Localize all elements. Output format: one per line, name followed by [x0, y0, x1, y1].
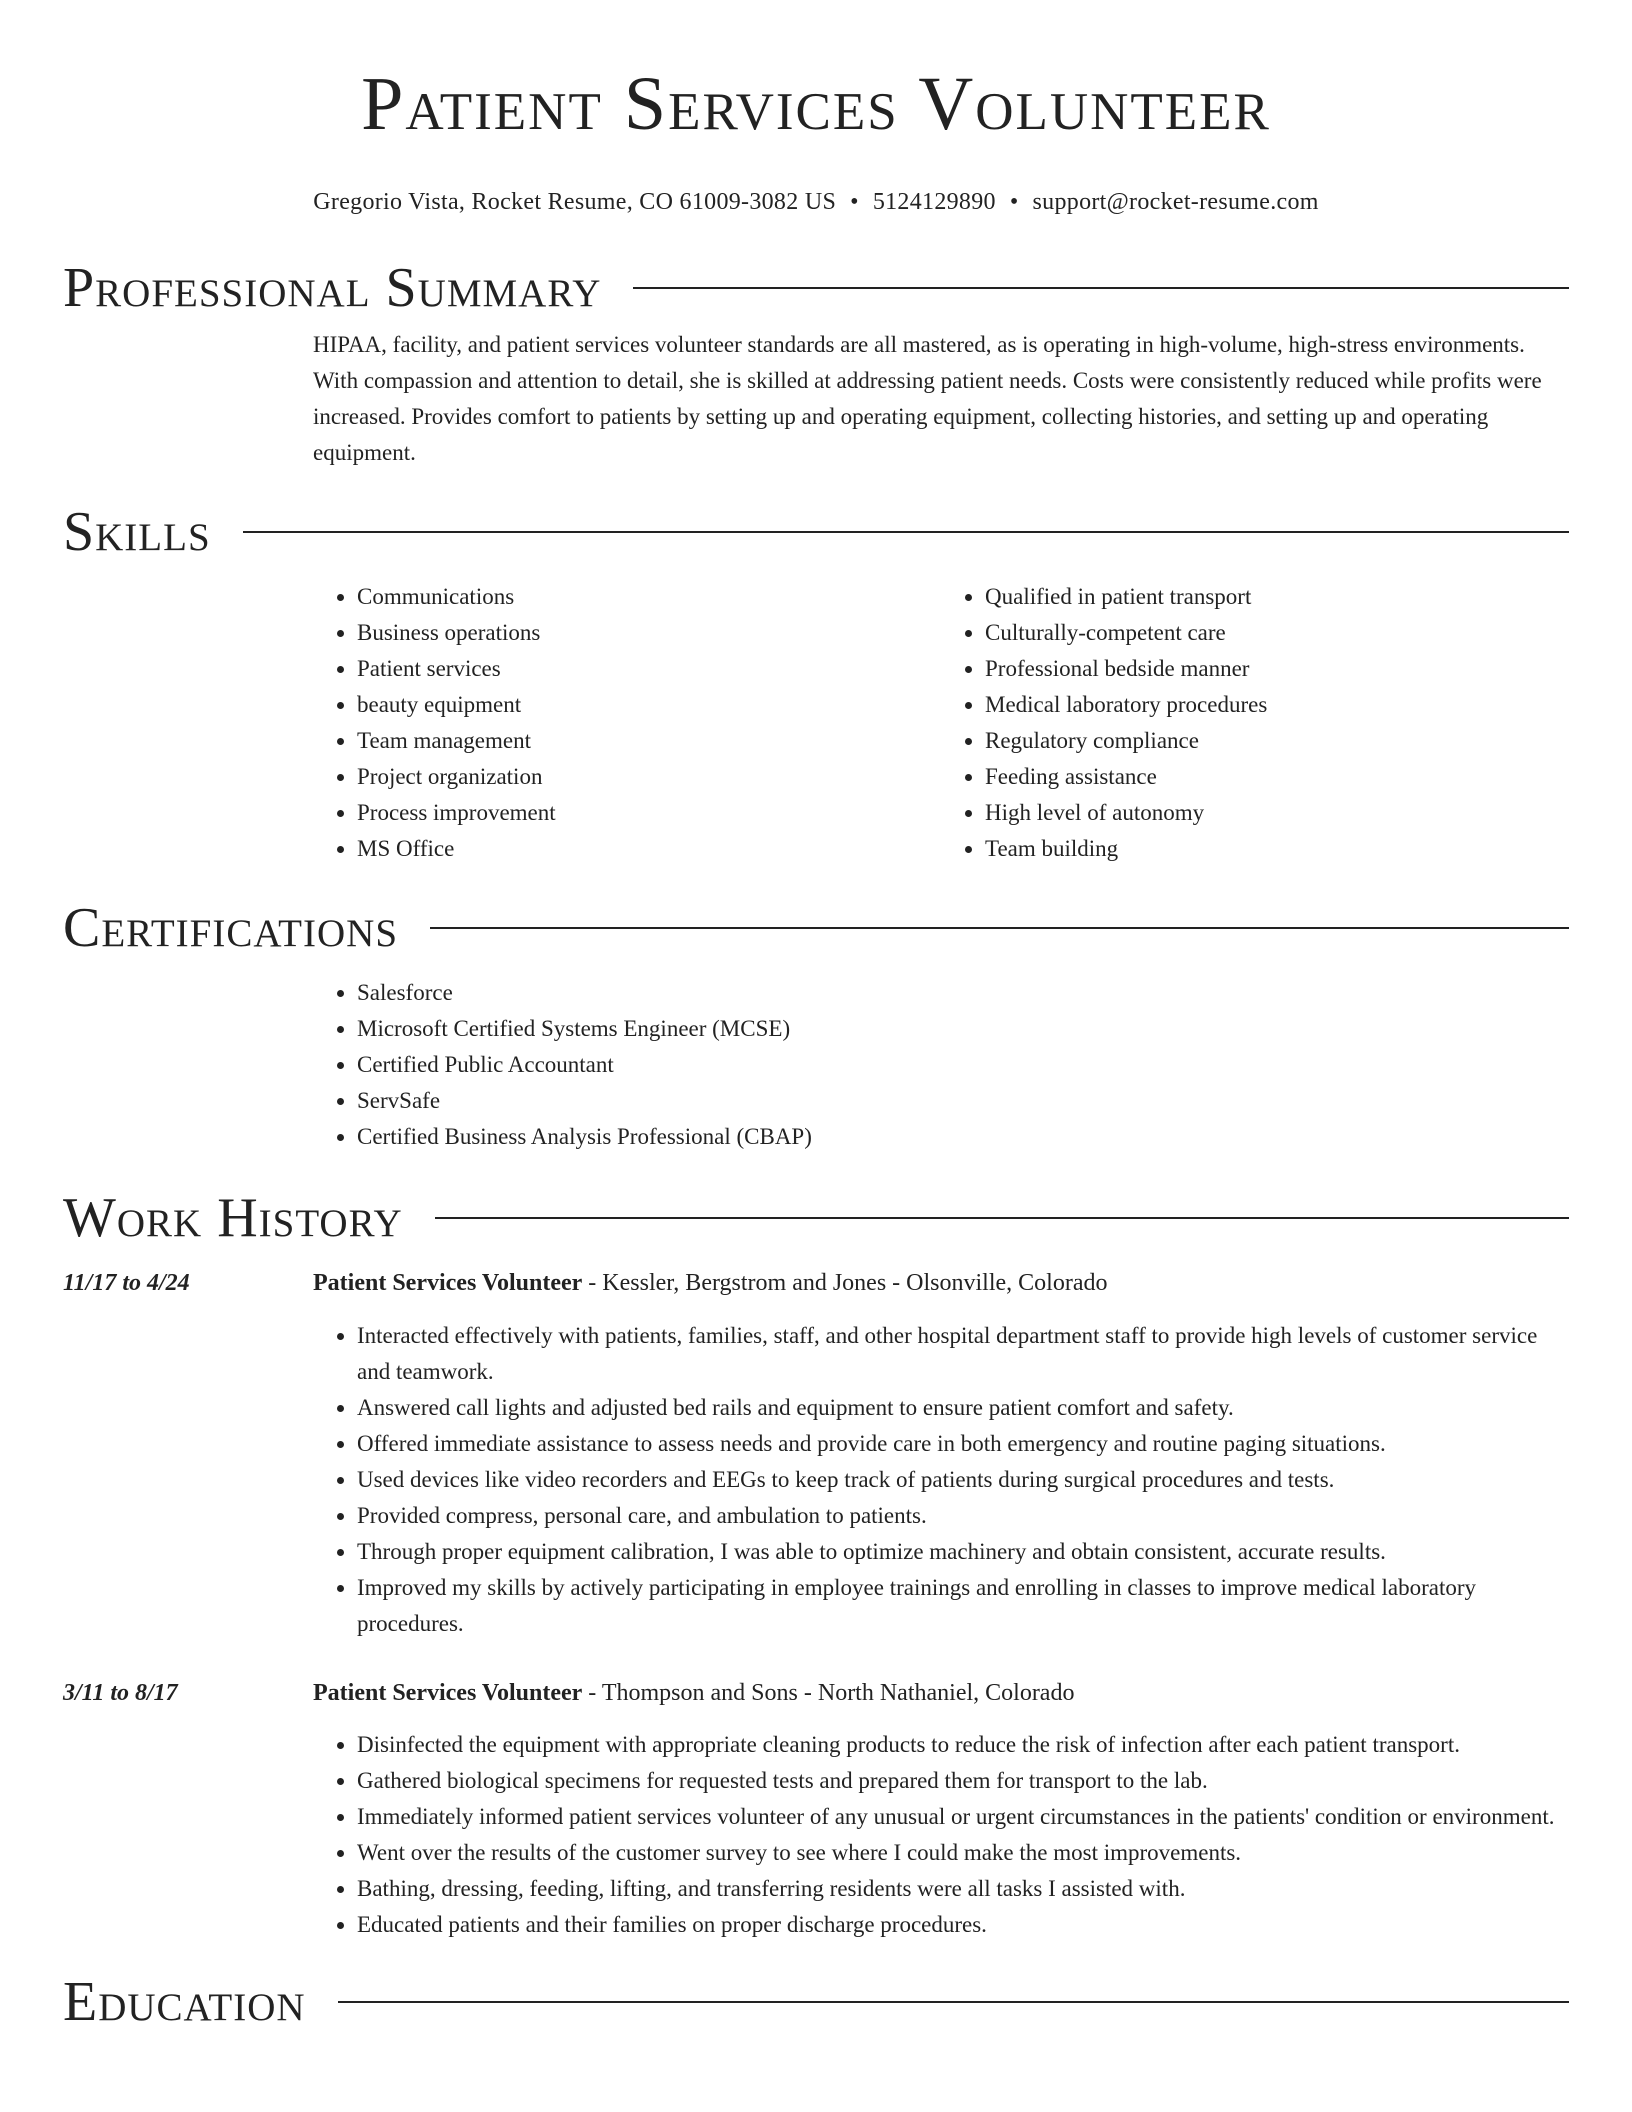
job-bullet-list: [313, 1727, 1569, 1943]
skill-item: • High level of autonomy: [985, 795, 1569, 831]
summary-heading: Professional Summary: [63, 257, 602, 319]
certification-item: • Salesforce: [357, 975, 1569, 1011]
job-bullet: • Educated patients and their families on proper discharge procedures.: [357, 1907, 1569, 1943]
job-entry: [63, 1265, 1569, 1642]
job-bullet: • Through proper equipment calibration, I was able to optimize machinery and obtain consistent, accurate results.: [357, 1534, 1569, 1570]
job-bullet: • Disinfected the equipment with appropriate cleaning products to reduce the risk of infection after each patient transport.: [357, 1727, 1569, 1763]
certification-item: • Microsoft Certified Systems Engineer (MCSE): [357, 1011, 1569, 1047]
resume-title: Patient Services Volunteer: [361, 62, 1271, 146]
job-title: Patient Services Volunteer: [313, 1680, 583, 1706]
summary-body: [313, 327, 1569, 471]
job-bullet: • Bathing, dressing, feeding, lifting, and transferring residents were all tasks I assisted with.: [357, 1871, 1569, 1907]
job-entry: [63, 1675, 1569, 1943]
contact-separator: •: [1009, 189, 1019, 215]
job-title: Patient Services Volunteer: [313, 1270, 583, 1296]
job-bullet: • Provided compress, personal care, and ambulation to patients.: [357, 1498, 1569, 1534]
skills-section-header: [63, 497, 1569, 567]
job-bullet: • Gathered biological specimens for requested tests and prepared them for transport to the lab.: [357, 1763, 1569, 1799]
job-bullet: • Went over the results of the customer survey to see where I could make the most improvements.: [357, 1835, 1569, 1871]
section-divider: [243, 531, 1569, 533]
skill-item: • Feeding assistance: [985, 759, 1569, 795]
skill-item: • beauty equipment: [357, 687, 941, 723]
skill-item: • Culturally-competent care: [985, 615, 1569, 651]
job-title-line: [313, 1265, 1107, 1301]
skill-item: • Project organization: [357, 759, 941, 795]
certification-item: • ServSafe: [357, 1083, 1569, 1119]
section-divider: [430, 927, 1569, 929]
job-bullet: • Immediately informed patient services volunteer of any unusual or urgent circumstances in the patients' condition or environment.: [357, 1799, 1569, 1835]
job-header: [63, 1265, 1569, 1301]
job-bullet: • Improved my skills by actively participating in employee trainings and enrolling in classes to improve medical laboratory procedures.: [357, 1570, 1569, 1642]
certification-item: • Certified Public Accountant: [357, 1047, 1569, 1083]
contact-email[interactable]: support@rocket-resume.com: [1032, 189, 1319, 215]
skill-item: • Business operations: [357, 615, 941, 651]
contact-separator: •: [850, 189, 859, 215]
skill-item: • Medical laboratory procedures: [985, 687, 1569, 723]
skill-item: • Patient services: [357, 651, 941, 687]
contact-line: [63, 186, 1569, 218]
summary-section-header: [63, 253, 1569, 323]
job-bullet: • Offered immediate assistance to assess needs and provide care in both emergency and routine paging situations.: [357, 1426, 1569, 1462]
certifications-body: [313, 975, 1569, 1155]
skill-item: • Professional bedside manner: [985, 651, 1569, 687]
skills-heading: Skills: [63, 501, 211, 563]
skill-item: • Communications: [357, 579, 941, 615]
section-divider: [435, 1217, 1569, 1219]
skills-list-right: [941, 579, 1569, 867]
job-bullet: • Answered call lights and adjusted bed rails and equipment to ensure patient comfort and safety.: [357, 1390, 1569, 1426]
job-header: [63, 1675, 1569, 1711]
job-dates: 11/17 to 4/24: [63, 1270, 190, 1296]
job-bullet: • Interacted effectively with patients, families, staff, and other hospital department staff to provide high levels of customer service and teamwork.: [357, 1318, 1569, 1390]
section-divider: [338, 2001, 1569, 2003]
job-employer: - Thompson and Sons - North Nathaniel, Colorado: [582, 1680, 1075, 1706]
certifications-list: [313, 975, 1569, 1155]
contact-phone: 5124129890: [872, 189, 996, 215]
skill-item: • Regulatory compliance: [985, 723, 1569, 759]
job-dates: 3/11 to 8/17: [63, 1680, 178, 1706]
skill-item: • Team management: [357, 723, 941, 759]
skills-list-left: [313, 579, 941, 867]
contact-address: Gregorio Vista, Rocket Resume, CO 61009-3082 US: [313, 189, 837, 215]
skill-item: • MS Office: [357, 831, 941, 867]
job-employer: - Kessler, Bergstrom and Jones - Olsonville, Colorado: [582, 1270, 1108, 1296]
job-bullet: • Used devices like video recorders and EEGs to keep track of patients during surgical procedures and tests.: [357, 1462, 1569, 1498]
skill-item: • Process improvement: [357, 795, 941, 831]
summary-text: HIPAA, facility, and patient services volunteer standards are all mastered, as is operating in high-volume, high-stress environments. With compassion and attention to detail, she is skilled at addressing patient needs. Costs were consistently reduced while profits were increased. Provides comfort to patients by setting up and operating equipment, collecting histories, and setting up and operating equipment.: [313, 332, 1542, 465]
work-heading: Work History: [63, 1187, 403, 1249]
certifications-section-header: [63, 893, 1569, 963]
education-section-header: [63, 1967, 1569, 2037]
skill-item: • Qualified in patient transport: [985, 579, 1569, 615]
job-title-line: [313, 1675, 1074, 1711]
job-duties: [313, 1318, 1569, 1642]
work-section-header: [63, 1183, 1569, 1253]
certifications-heading: Certifications: [63, 897, 399, 959]
certification-item: • Certified Business Analysis Professional (CBAP): [357, 1119, 1569, 1155]
skills-columns: [313, 579, 1569, 867]
job-duties: [313, 1727, 1569, 1943]
section-divider: [633, 287, 1569, 289]
education-heading: Education: [63, 1971, 306, 2033]
skill-item: • Team building: [985, 831, 1569, 867]
job-bullet-list: [313, 1318, 1569, 1642]
